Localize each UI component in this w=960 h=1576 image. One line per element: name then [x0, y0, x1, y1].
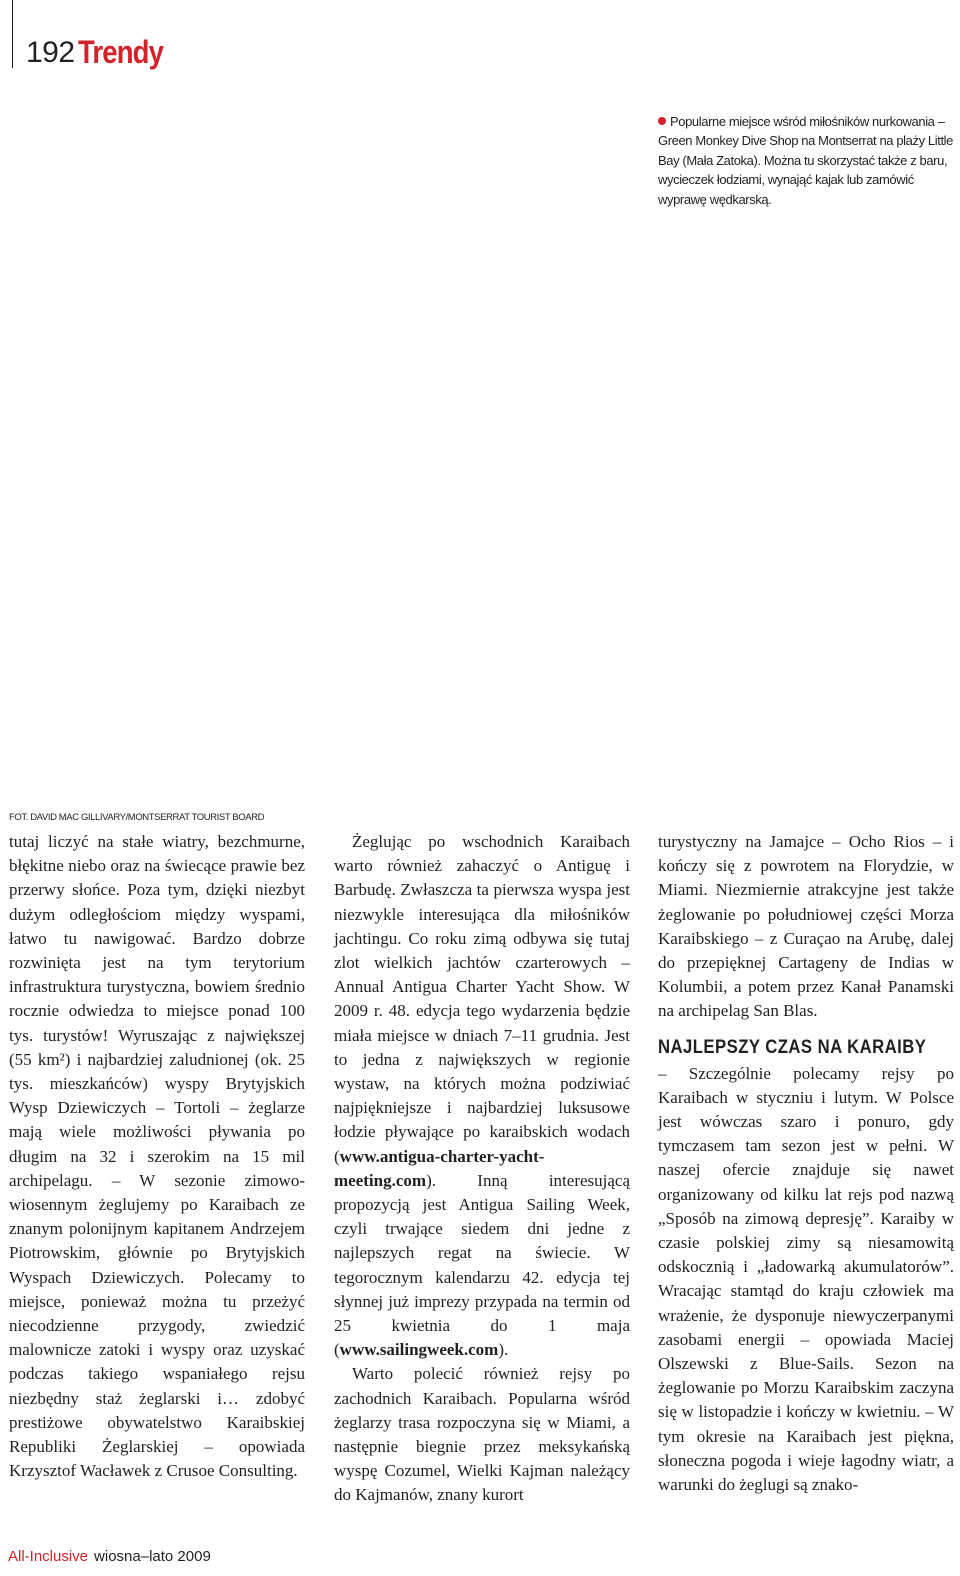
section-subheading: NAJLEPSZY CZAS NA KARAIBY — [658, 1036, 927, 1058]
website-link: www.antigua-charter-yacht-meeting.com — [334, 1146, 545, 1190]
photo-area — [0, 210, 960, 785]
photo-caption — [658, 112, 954, 209]
website-link: www.sailingweek.com — [339, 1340, 499, 1360]
article-paragraph: tutaj liczyć na stałe wiatry, bezchmurne, błękitne niebo oraz na świecące prawie bez przerwy słońce. Poza tym, dzięki niezbyt dużym odległościom między wyspami, łatwo tu nawigować. Bardzo dobrze rozwinięta jest na tym terytorium infrastruktura turystyczna, bowiem średnio rocznie odwiedza to miejsce ponad 100 tys. turystów! Wyruszając z największej (55 km²) i najbardziej zaludnionej (ok. 25 tys. mieszkańców) wyspy Brytyjskich Wysp Dziewiczych – Tortoli – żeglarze mają wiele możliwości pływania po długim na 32 i szerokim na 15 mil archipelagu. – W sezonie zimowo-wiosennym żeglujemy po Karaibach ze znanym polonijnym kapitanem Andrzejem Piotrowskim, głównie po Brytyjskich Wyspach Dziewiczych. Polecamy to miejsce, ponieważ można tu przeżyć niecodzienne przygody, zwiedzić malownicze zatoki i wyspy oraz uzyskać podczas takiego wspaniałego rejsu niezbędny staż żeglarski i… zdobyć prestiżowe obywatelstwo Karaibskiej Republiki Żeglarskiej – opowiada Krzysztof Wacławek z Crusoe Consulting. — [9, 832, 305, 1481]
article-text: Żeglując po wschodnich Karaibach warto również zahaczyć o Antiguę i Barbudę. Zwłaszcza ta pierwsza wyspa jest niezwykle interesująca dla miłośników jachtingu. Co roku zimą odbywa się tutaj zlot wielkich jachtów czarterowych – Annual Antigua Charter Yacht Show. W 2009 r. 48. edycja tego wydarzenia będzie miała miejsce w dniach 7–11 grudnia. Jest to jedna z największych w regionie wystaw, na których można podziwiać najpiękniejsze i najbardziej luksusowe łodzie pływające po karaibskich wodach ( — [334, 832, 630, 1166]
article-text: ). Inną interesującą propozycją jest Antigua Sailing Week, czyli trwające siedem dni jedne z najlepszych regat na świecie. W tegorocznym kalendarzu 42. edycja tej słynnej już imprezy przypada na termin od 25 kwietnia do 1 maja ( — [334, 1170, 630, 1360]
article-paragraph: Warto polecić również rejsy po zachodnich Karaibach. Popularna wśród żeglarzy trasa rozpoczyna się w Miami, a następnie biegnie przez meksykańską wyspę Cozumel, Wielki Kajman należący do Kajmanów, znany kurort — [334, 1364, 630, 1505]
header-rule — [12, 0, 13, 68]
article-column-1 — [9, 830, 305, 1483]
caption-bullet-icon — [658, 117, 666, 125]
footer — [8, 1548, 211, 1565]
article-column-2 — [334, 830, 630, 1508]
article-paragraph: – Szczególnie polecamy rejsy po Karaibach w styczniu i lutym. W Polsce jest wówczas szaro i ponuro, gdy tymczasem tam sezon jest w pełni. W naszej ofercie znajduje się nawet organizowany od kilku lat rejs pod nazwą „Sposób na zimową depresję”. Karaiby w czasie polskiej zimy są niesamowitą odskocznią i „ładowarką akumulatorów”. Wracając stamtąd do kraju człowiek ma wrażenie, że dysponuje niewyczerpanymi zasobami energii – opowiada Maciej Olszewski z Blue-Sails. Sezon na żeglowanie po Morzu Karaibskim zaczyna się w listopadzie i kończy w kwietniu. – W tym okresie na Karaibach jest piękna, słoneczna pogoda i wieje łagodny wiatr, a warunki do żeglugi są znako- — [658, 1063, 954, 1495]
magazine-name: All-Inclusive — [8, 1548, 89, 1565]
caption-text: Popularne miejsce wśród miłośników nurkowania – Green Monkey Dive Shop na Montserrat na plaży Little Bay (Mała Zatoka). Można tu skorzystać także z baru, wycieczek łodziami, wynająć kajak lub zamówić wyprawę wędkarską. — [658, 114, 953, 207]
article-paragraph — [334, 830, 630, 1362]
issue-label: wiosna–lato 2009 — [94, 1548, 211, 1565]
article-text: ). — [498, 1340, 509, 1360]
section-title: Trendy — [78, 34, 164, 70]
page-number: 192 — [26, 36, 75, 69]
article-paragraph: turystyczny na Jamajce – Ocho Rios – i kończy się z powrotem na Florydzie, w Miami. Niezmiernie atrakcyjne jest także żeglowanie po południowej części Morza Karaibskiego – z Curaçao na Arubę, dalej do przepięknej Cartageny de Indias w Kolumbii, a potem przez Kanał Panamski na archipelag San Blas. — [658, 832, 954, 1021]
article-column-3 — [658, 830, 954, 1497]
photo-credit: FOT. DAVID MAC GILLIVARY/MONTSERRAT TOURIST BOARD — [9, 812, 265, 823]
